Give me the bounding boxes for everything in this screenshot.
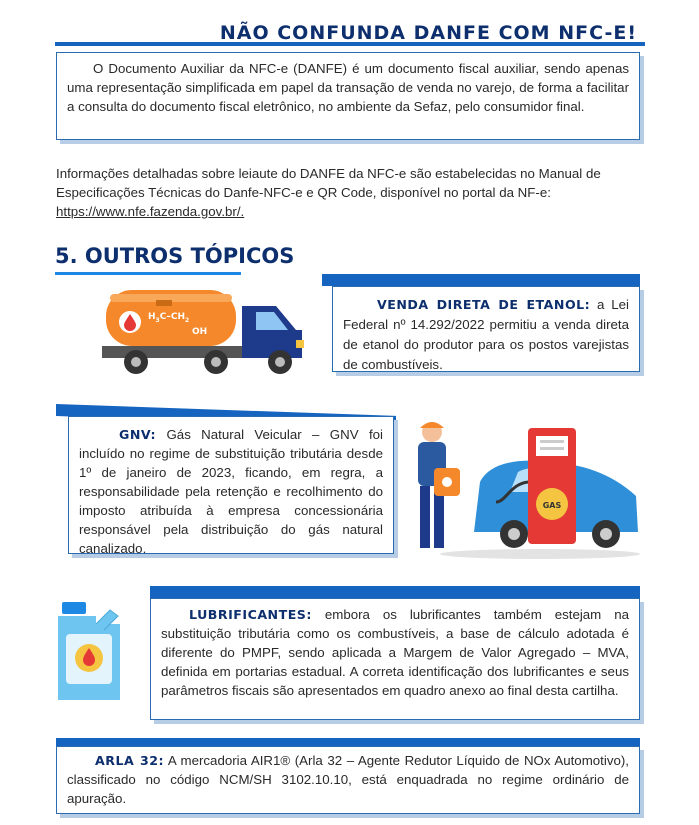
section-underline	[55, 272, 241, 275]
danfe-box	[56, 52, 640, 140]
tanker-truck-icon	[96, 284, 328, 384]
nfe-portal-link[interactable]: https://www.nfe.fazenda.gov.br/.	[56, 204, 245, 219]
danfe-text: O Documento Auxiliar da NFC-e (DANFE) é um documento fiscal auxiliar, sendo apenas uma representação simplificada em papel da transação de venda no varejo, de forma a facilitar a consulta do documento fiscal eletrônico, no ambiente da Sefaz, pelo consumidor final.	[67, 61, 629, 114]
page-header	[55, 22, 645, 46]
truck-formula-oh: OH	[192, 327, 208, 337]
arla-label: ARLA 32:	[95, 753, 165, 768]
page-title: NÃO CONFUNDA DANFE COM NFC-E!	[219, 22, 637, 44]
arla-box	[56, 746, 640, 814]
info-paragraph	[56, 164, 640, 221]
lubrificantes-box-tab	[150, 586, 640, 598]
gnv-box	[68, 416, 394, 554]
etanol-text: a Lei Federal nº 14.292/2022 permitiu a venda direta de etanol do produtor para os postos varejistas de combustíveis.	[343, 297, 629, 372]
info-text: Informações detalhadas sobre leiaute do DANFE da NFC-e são estabelecidas no Manual de Especificações Técnicas do Danfe-NFC-e e QR Code, disponível no portal da NF-e:	[56, 166, 601, 200]
lubrificantes-label: LUBRIFICANTES:	[189, 607, 312, 622]
arla-text: A mercadoria AIR1® (Arla 32 – Agente Redutor Líquido de NOx Automotivo), classificado no código NCM/SH 3102.10.10, está enquadrada no regime ordinário de apuração.	[67, 753, 629, 806]
gas-station-icon	[410, 422, 646, 560]
etanol-box-tab	[322, 274, 640, 286]
lubricant-bottle-icon	[52, 600, 128, 704]
arla-box-tab	[56, 738, 640, 746]
lubrificantes-box	[150, 598, 640, 720]
pump-label: GAS	[542, 501, 562, 510]
etanol-box	[332, 286, 640, 372]
gnv-label: GNV:	[119, 427, 157, 442]
lubrificantes-text: embora os lubrificantes também estejam na substituição tributária como os combustíveis, a base de cálculo adotada é diferente do PMPF, sendo aplicada a Margem de Valor Agregado – MVA, definida em portarias estadual. A correta identificação dos lubrificantes e seus parâmetros fiscais são apresentados em quadro anexo ao final desta cartilha.	[161, 607, 629, 698]
truck-formula: $H_3C-CH_2$	[148, 312, 190, 324]
section-title: 5. OUTROS TÓPICOS	[55, 244, 295, 268]
gnv-text: Gás Natural Veicular – GNV foi incluído no regime de substituição tributária desde 1º de janeiro de 2023, ficando, em regra, a responsabilidade pela retenção e recolhimento do imposto atribuída à empresa concessionária responsável pela distribuição do gás natural canalizado.	[79, 427, 384, 556]
etanol-label: VENDA DIRETA DE ETANOL:	[377, 297, 591, 312]
